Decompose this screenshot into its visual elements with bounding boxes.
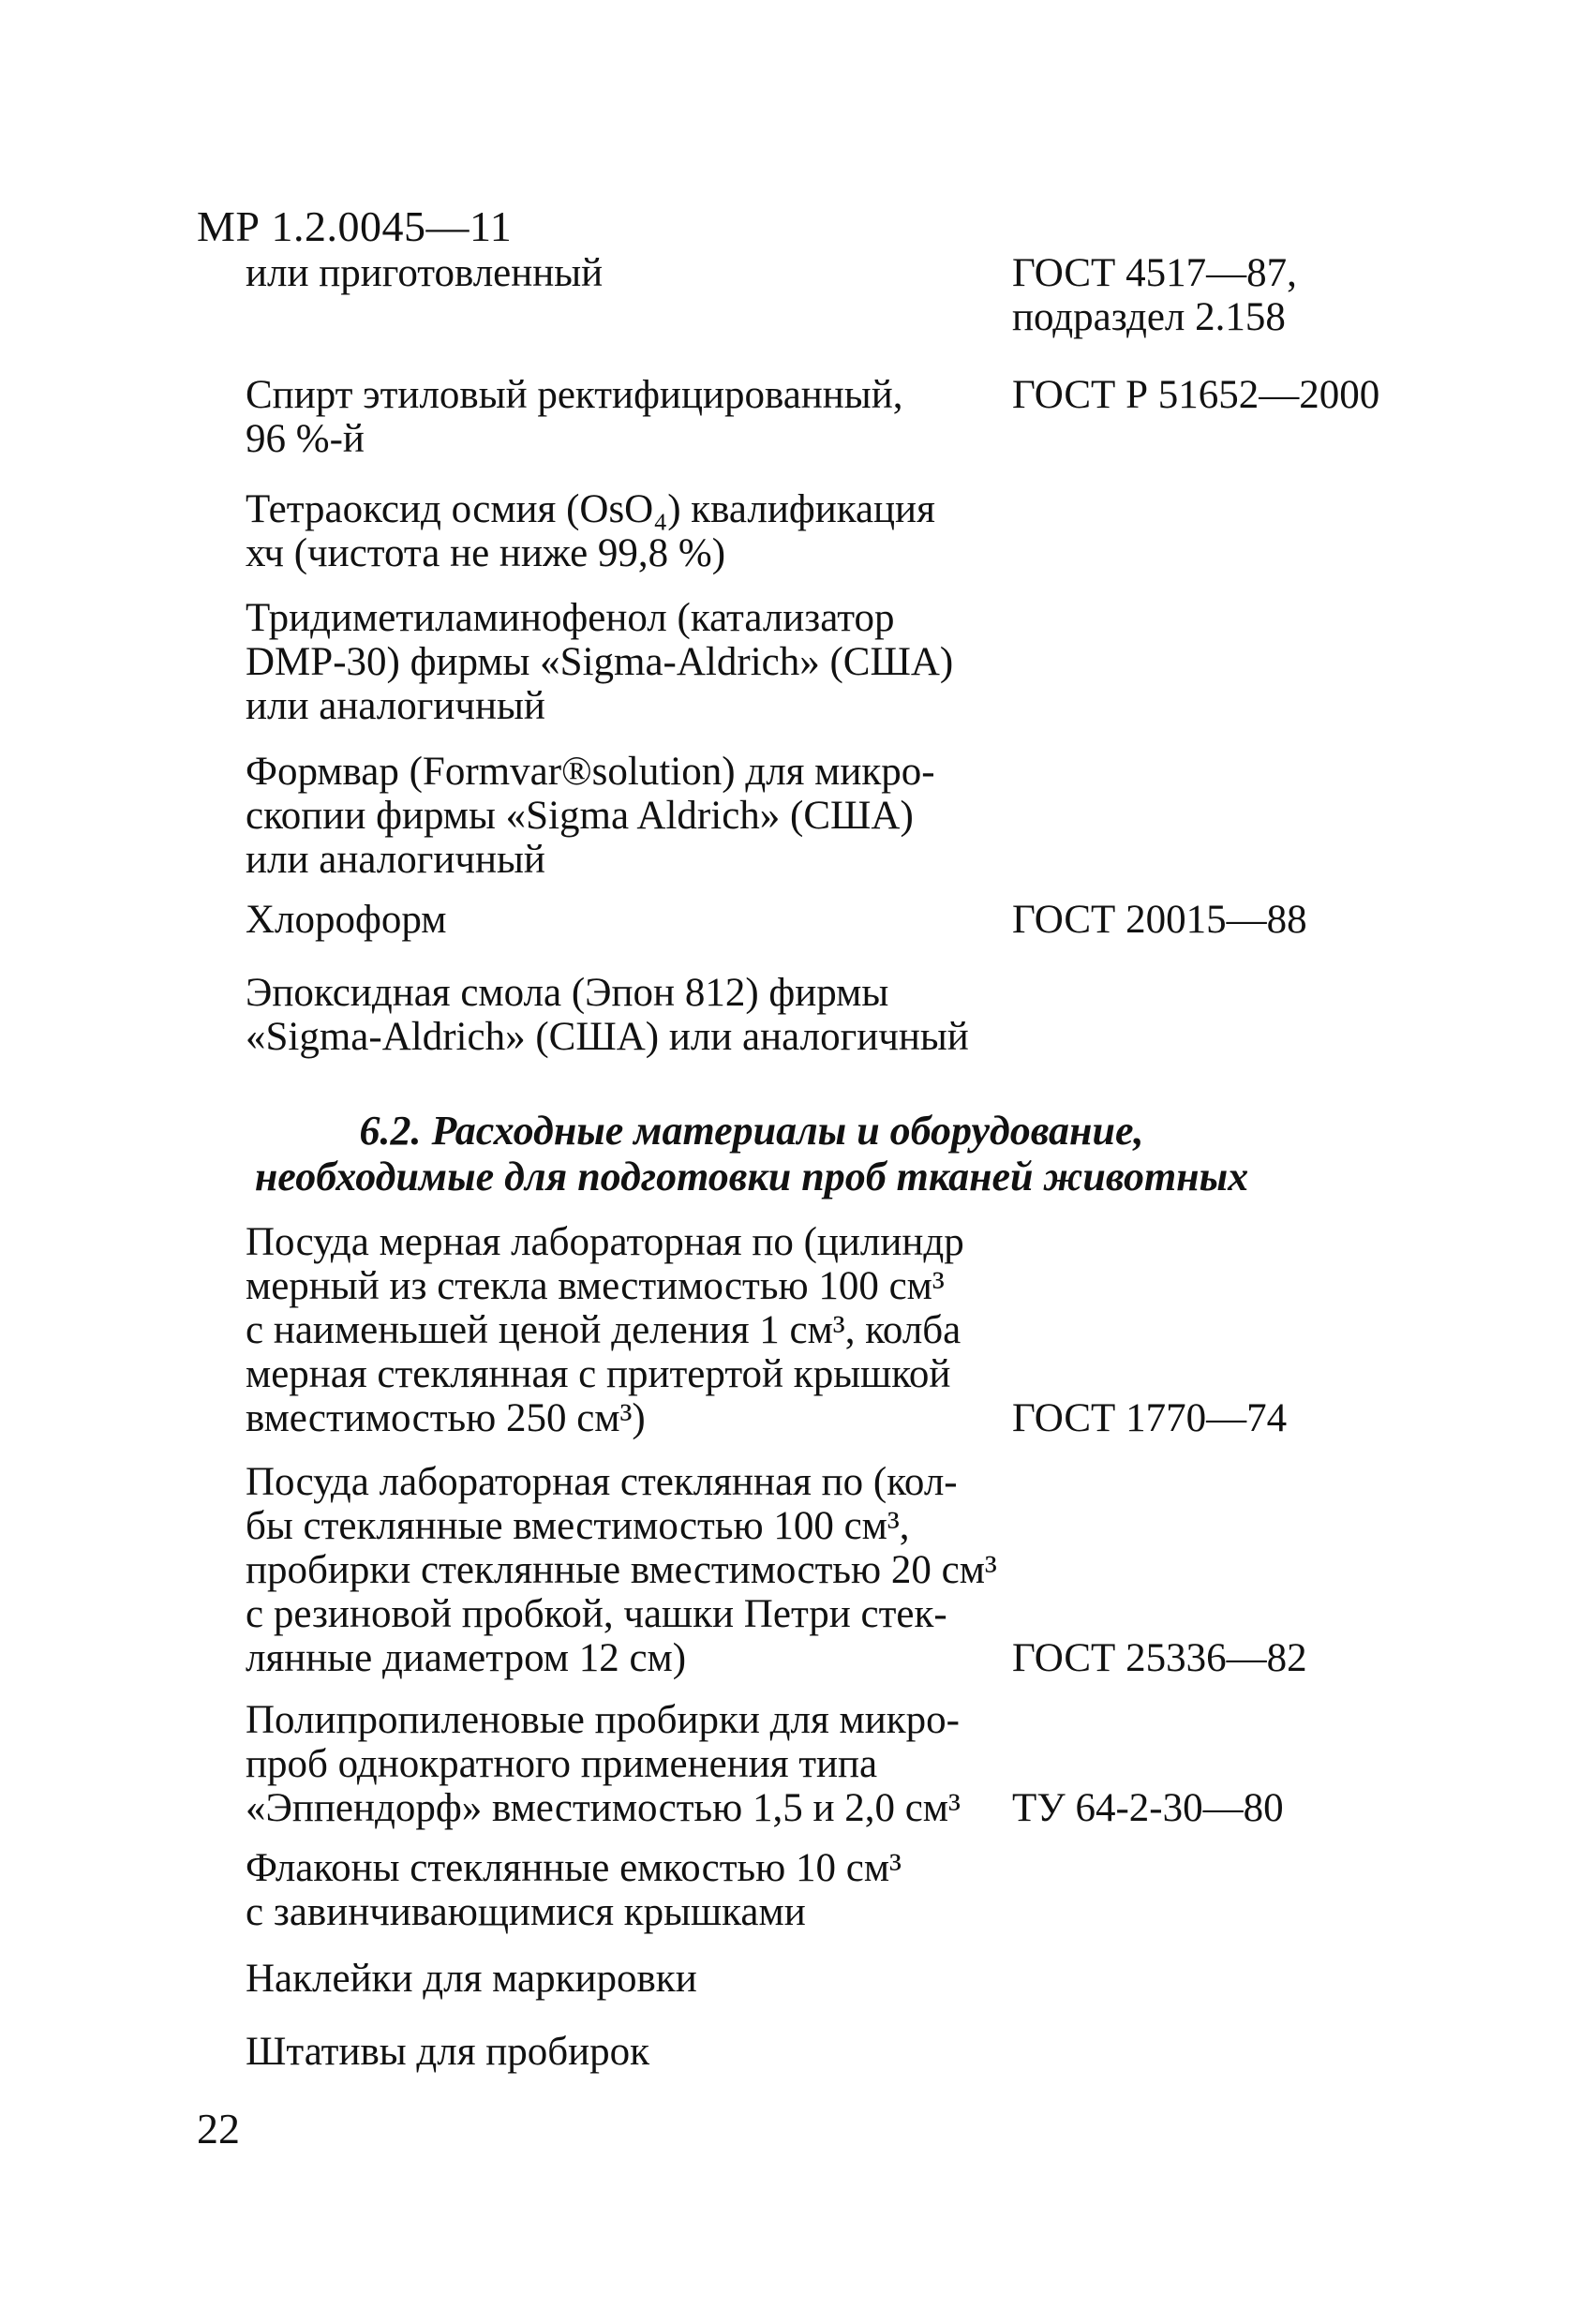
standard-line: подраздел 2.158 — [1012, 295, 1286, 339]
description-line: Штативы для пробирок — [246, 2030, 650, 2074]
description-line: лянные диаметром 12 см) — [246, 1636, 687, 1680]
description-line: «Эппендорф» вместимостью 1,5 и 2,0 см³ — [246, 1786, 961, 1830]
description-line: «Sigma-Aldrich» (США) или аналогичный — [246, 1015, 969, 1059]
description-line: хч (чистота не ниже 99,8 %) — [246, 531, 726, 575]
document-code: МР 1.2.0045—11 — [197, 202, 513, 250]
description-line: или аналогичный — [246, 838, 545, 882]
standard-line: ГОСТ 1770—74 — [1012, 1396, 1288, 1440]
description-line: мерная стеклянная с притертой крышкой — [246, 1352, 951, 1396]
description-line: с наименьшей ценой деления 1 см³, колба — [246, 1308, 961, 1352]
page-number: 22 — [197, 2105, 240, 2153]
item-standard — [1012, 251, 1406, 339]
description-line: Полипропиленовые пробирки для микро- — [246, 1698, 960, 1742]
item-standard — [1012, 1396, 1406, 1440]
item-description — [246, 596, 1023, 728]
section-heading — [246, 1108, 1258, 1199]
item-description — [246, 373, 1023, 461]
description-line: Флаконы стеклянные емкостью 10 см³ — [246, 1846, 902, 1890]
description-line: мерный из стекла вместимостью 100 см³ — [246, 1264, 945, 1308]
item-description — [246, 2030, 1023, 2074]
item-description — [246, 1220, 1023, 1440]
description-line: Спирт этиловый ректифицированный, — [246, 373, 903, 417]
section-heading-line: необходимые для подготовки проб тканей животных — [254, 1154, 1249, 1199]
item-description — [246, 750, 1023, 882]
description-line: Тридиметиламинофенол (катализатор — [246, 596, 895, 640]
description-line: бы стеклянные вместимостью 100 см³, — [246, 1504, 910, 1548]
item-description — [246, 1698, 1023, 1830]
description-line: с завинчивающимися крышками — [246, 1890, 806, 1934]
item-description — [246, 251, 1023, 295]
item-standard — [1012, 1786, 1406, 1830]
item-description — [246, 1957, 1023, 2001]
item-standard — [1012, 1636, 1406, 1680]
description-line: проб однократного применения типа — [246, 1742, 878, 1786]
item-description — [246, 1846, 1023, 1934]
standard-line: ГОСТ 25336—82 — [1012, 1636, 1307, 1680]
section-heading-line: 6.2. Расходные материалы и оборудование, — [359, 1108, 1144, 1154]
item-description — [246, 1460, 1023, 1680]
standard-line: ГОСТ 4517—87, — [1012, 251, 1297, 295]
description-line: с резиновой пробкой, чашки Петри стек- — [246, 1592, 947, 1636]
description-line: DMP-30) фирмы «Sigma-Aldrich» (США) — [246, 640, 954, 684]
description-line: Наклейки для маркировки — [246, 1957, 697, 2001]
description-line: скопии фирмы «Sigma Aldrich» (США) — [246, 794, 914, 838]
description-line: Посуда мерная лабораторная по (цилиндр — [246, 1220, 964, 1264]
description-line: или аналогичный — [246, 684, 545, 728]
item-description — [246, 898, 1023, 942]
item-description — [246, 971, 1023, 1059]
description-line: или приготовленный — [246, 251, 604, 295]
description-line: 96 %-й — [246, 417, 365, 461]
item-standard — [1012, 898, 1406, 942]
item-description — [246, 487, 1023, 575]
description-line: Посуда лабораторная стеклянная по (кол- — [246, 1460, 958, 1504]
description-line: Хлороформ — [246, 898, 447, 942]
description-line: вместимостью 250 см³) — [246, 1396, 646, 1440]
standard-line: ТУ 64-2-30—80 — [1012, 1786, 1284, 1830]
standard-line: ГОСТ 20015—88 — [1012, 898, 1307, 942]
standard-line: ГОСТ Р 51652—2000 — [1012, 373, 1380, 417]
description-line: Тетраоксид осмия (OsO₄) квалификация — [246, 487, 935, 531]
description-line: пробирки стеклянные вместимостью 20 см³ — [246, 1548, 997, 1592]
description-line: Эпоксидная смола (Эпон 812) фирмы — [246, 971, 889, 1015]
description-line: Формвар (Formvar®solution) для микро- — [246, 750, 935, 794]
item-standard — [1012, 373, 1406, 417]
